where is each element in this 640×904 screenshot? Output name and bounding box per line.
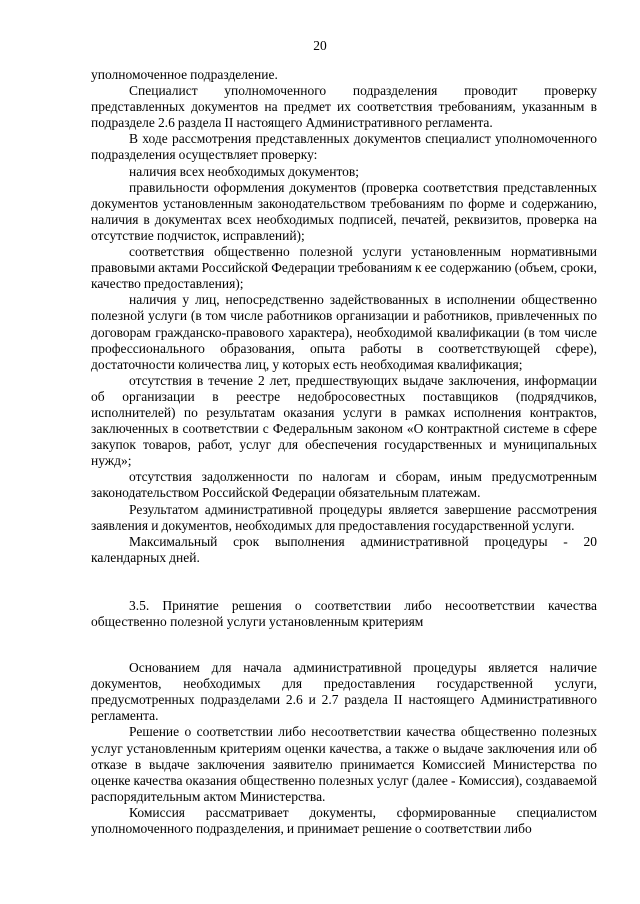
section-spacer <box>91 566 597 598</box>
paragraph: Максимальный срок выполнения административной процедуры - 20 календарных дней. <box>91 533 597 565</box>
list-item: отсутствия задолженности по налогам и сборам, иным предусмотренным законодательством Российской Федерации обязательным платежам. <box>91 469 597 501</box>
list-item: наличия всех необходимых документов; <box>129 163 360 179</box>
paragraph: Комиссия рассматривает документы, сформированные специалистом уполномоченного подразделения, и принимает решение о соответствии либо <box>91 804 597 837</box>
paragraph: уполномоченное подразделение. <box>91 67 278 82</box>
list-item: наличия у лиц, непосредственно задействованных в исполнении общественно полезной услуги (в том числе работников организации и работников, привлеченных по договорам гражданско-правового характера), необходимой квалификации (в том числе профессионального образования, опыта работы в соответствующей сфере), достаточности количества лиц, у которых есть необходимая квалификация; <box>91 292 597 372</box>
section-spacer <box>91 630 597 660</box>
page-number: 20 <box>313 38 327 53</box>
list-item: отсутствия в течение 2 лет, предшествующих выдаче заключения, информации об организации в реестре недобросовестных поставщиков (подрядчиков, исполнителей) по результатам оказания услуги в рамках исполнения контрактов, заключенных в соответствии с Федеральным законом «О контрактной системе в сфере закупок товаров, работ, услуг для обеспечения государственных и муниципальных нужд»; <box>91 372 597 469</box>
list-item: соответствия общественно полезной услуги установленным нормативными правовыми актами Российской Федерации требованиям к ее содержанию (объем, сроки, качество предоставления); <box>91 244 597 292</box>
document-body <box>91 67 597 837</box>
paragraph: Решение о соответствии либо несоответствии качества общественно полезных услуг установленным критериям оценки качества, а также о выдаче заключения или об отказе в выдаче заключения заявителю принимается Комиссией Министерства по оценке качества оказания общественно полезных услуг (далее - Комиссия), создаваемой распорядительным актом Министерства. <box>91 724 597 804</box>
section-heading: 3.5. Принятие решения о соответствии либо несоответствии качества общественно полезной услуги установленным критериям <box>91 597 597 629</box>
paragraph: Результатом административной процедуры является завершение рассмотрения заявления и документов, необходимых для предоставления государственной услуги. <box>91 501 597 533</box>
paragraph: Специалист уполномоченного подразделения проводит проверку представленных документов на предмет их соответствия требованиям, указанным в подразделе 2.6 раздела II настоящего Административного регламента. <box>91 83 597 131</box>
paragraph: Основанием для начала административной процедуры является наличие документов, необходимых для предоставления государственной услуги, предусмотренных подразделами 2.6 и 2.7 раздела II настоящего Административного регламента. <box>91 660 597 724</box>
list-item: правильности оформления документов (проверка соответствия представленных документов установленным законодательством требованиям по форме и содержанию, наличия в документах всех необходимых подписей, печатей, реквизитов, проверка на отсутствие подчисток, исправлений); <box>91 179 597 243</box>
paragraph: В ходе рассмотрения представленных документов специалист уполномоченного подразделения осуществляет проверку: <box>91 131 597 163</box>
